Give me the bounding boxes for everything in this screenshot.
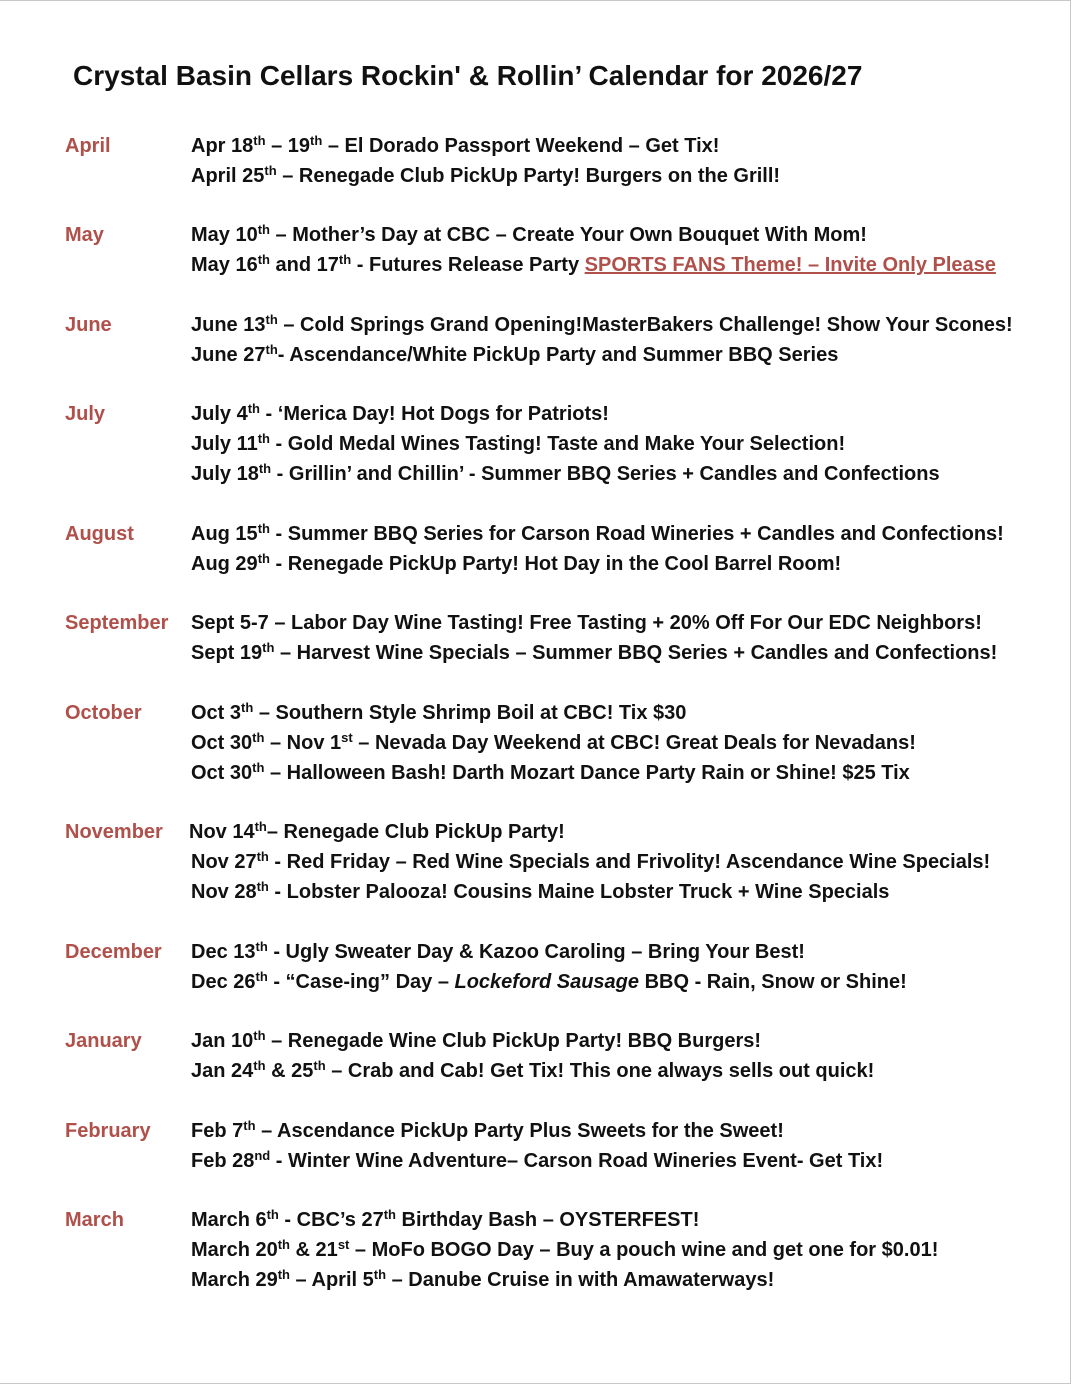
event-item: March 20th & 21st – MoFo BOGO Day – Buy a pouch wine and get one for $0.01! [191,1237,939,1261]
event-item: Aug 29th - Renegade PickUp Party! Hot Day in the Cool Barrel Room! [191,551,842,575]
event-item: Oct 30th – Nov 1st – Nevada Day Weekend at CBC! Great Deals for Nevadans! [191,730,916,754]
event-item: June 13th – Cold Springs Grand Opening!MasterBakers Challenge! Show Your Scones! [191,312,1013,336]
event-item: Sept 19th – Harvest Wine Specials – Summer BBQ Series + Candles and Confections! [191,640,998,664]
month-label-november: November [65,821,163,843]
month-label-june: June [65,314,112,336]
month-label-april: April [65,135,111,157]
event-item: Dec 13th - Ugly Sweater Day & Kazoo Caroling – Bring Your Best! [191,939,805,963]
event-item: Nov 27th - Red Friday – Red Wine Specials and Frivolity! Ascendance Wine Specials! [191,849,991,873]
events-june [191,310,1013,370]
event-item: July 11th - Gold Medal Wines Tasting! Taste and Make Your Selection! [191,431,846,455]
events-november [189,817,990,907]
page-title: Crystal Basin Cellars Rockin' & Rollin’ Calendar for 2026/27 [73,60,863,91]
event-item: Oct 30th – Halloween Bash! Darth Mozart Dance Party Rain or Shine! $25 Tix [191,760,910,784]
event-item: Jan 10th – Renegade Wine Club PickUp Party! BBQ Burgers! [191,1028,762,1052]
events-march [191,1205,938,1295]
event-item: Aug 15th - Summer BBQ Series for Carson Road Wineries + Candles and Confections! [191,521,1004,545]
month-label-july: July [65,403,106,425]
sports-fans-theme-link[interactable]: SPORTS FANS Theme! [584,254,803,276]
event-item: June 27th- Ascendance/White PickUp Party and Summer BBQ Series [191,342,839,366]
events-january [191,1026,874,1086]
invite-only-link[interactable]: – Invite Only Please [802,254,996,276]
event-item: Apr 18th – 19th – El Dorado Passport Weekend – Get Tix! [191,133,720,157]
month-label-may: May [65,224,104,246]
event-item: July 18th - Grillin’ and Chillin’ - Summer BBQ Series + Candles and Confections [191,461,940,485]
events-april [191,131,780,191]
events-october [191,698,916,788]
events-february [191,1116,883,1176]
event-item: March 29th – April 5th – Danube Cruise in with Amawaterways! [191,1267,775,1291]
month-label-february: February [65,1120,151,1142]
event-item: Jan 24th & 25th – Crab and Cab! Get Tix! This one always sells out quick! [191,1058,875,1082]
event-item: Oct 3th – Southern Style Shrimp Boil at CBC! Tix $30 [191,700,687,724]
month-label-august: August [65,523,134,545]
month-label-march: March [65,1209,124,1231]
event-item: March 6th - CBC’s 27th Birthday Bash – OYSTERFEST! [191,1207,700,1231]
events-august [191,519,1004,579]
event-item: April 25th – Renegade Club PickUp Party! Burgers on the Grill! [191,163,781,187]
month-label-october: October [65,702,142,724]
event-item: Feb 7th – Ascendance PickUp Party Plus Sweets for the Sweet! [191,1118,784,1142]
events-july [191,399,940,489]
events-may [191,220,996,280]
event-item: May 10th – Mother’s Day at CBC – Create Your Own Bouquet With Mom! [191,222,867,246]
month-label-december: December [65,941,162,963]
event-item: Feb 28nd - Winter Wine Adventure– Carson Road Wineries Event- Get Tix! [191,1148,884,1172]
event-item: Sept 5-7 – Labor Day Wine Tasting! Free Tasting + 20% Off For Our EDC Neighbors! [191,612,982,634]
event-item: Dec 26th - “Case-ing” Day – Lockeford Sausage BBQ - Rain, Snow or Shine! [191,969,907,993]
month-label-january: January [65,1030,142,1052]
event-item: Nov 14th– Renegade Club PickUp Party! [189,819,565,843]
event-item: Nov 28th - Lobster Palooza! Cousins Maine Lobster Truck + Wine Specials [191,879,890,903]
events-september [191,608,997,668]
events-december [191,937,907,997]
event-item: May 16th and 17th - Futures Release Party SPORTS FANS Theme! – Invite Only Please [191,252,996,276]
event-item: July 4th - ‘Merica Day! Hot Dogs for Patriots! [191,401,609,425]
month-label-september: September [65,612,169,634]
